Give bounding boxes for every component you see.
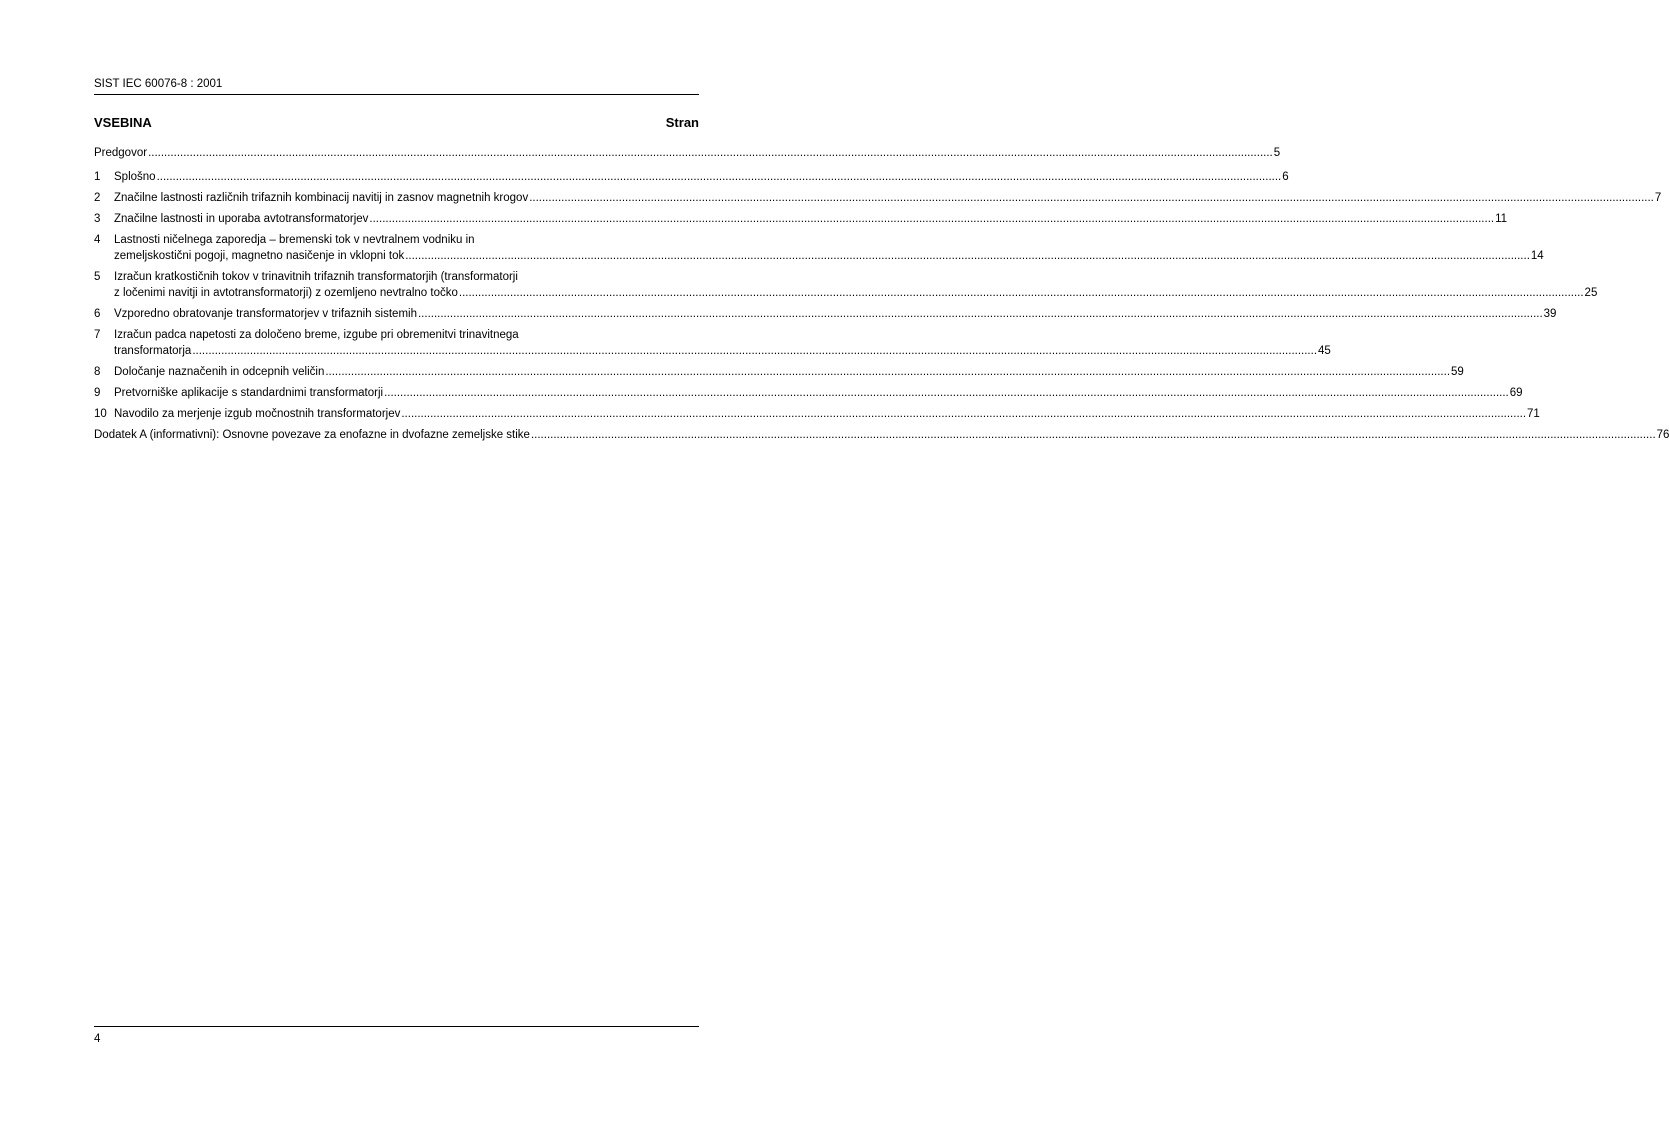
toc-entry-leader-line [114, 364, 1464, 380]
toc-entry-number: 4 [94, 234, 101, 246]
toc-dot-leader [157, 169, 1282, 185]
toc-entry-title: Določanje naznačenih in odcepnih veličin [114, 366, 325, 378]
toc-entry [94, 145, 1281, 161]
toc-dot-leader [531, 427, 1656, 443]
toc-entry [94, 327, 1331, 359]
toc-entry-title: Predgovor [94, 147, 148, 159]
toc-dot-leader [405, 248, 1530, 264]
toc-entry-body [114, 190, 1662, 206]
toc-entry-title: transformatorja [114, 345, 192, 357]
toc-entry [94, 306, 1557, 322]
toc-entry-number: 7 [94, 329, 101, 341]
toc-entry-leader-line [114, 190, 1662, 206]
toc-entry-page: 7 [1654, 192, 1662, 204]
toc-entry-leader-line [94, 145, 1281, 161]
toc-entry [94, 232, 1544, 264]
toc-entry-body [114, 169, 1289, 185]
toc-entry-body [114, 327, 1331, 359]
toc-entry-body [114, 211, 1508, 227]
toc-entry [94, 406, 1540, 422]
toc-entry-leader-line [94, 427, 1669, 443]
toc-entry [94, 211, 1508, 227]
toc-entry-page: 5 [1273, 147, 1281, 159]
toc-entry-title-line: Lastnosti ničelnega zaporedja – bremenski tok v nevtralnem vodniku in [114, 234, 475, 246]
toc-dot-leader [401, 406, 1526, 422]
toc-entry-title: Vzporedno obratovanje transformatorjev v trifaznih sistemih [114, 308, 417, 320]
toc-entry-title: Splošno [114, 171, 156, 183]
toc-entry-leader-line [114, 306, 1557, 322]
toc-entry-title-line: Izračun kratkostičnih tokov v trinavitnih trifaznih transformatorjih (transformatorji [114, 271, 518, 283]
toc-entry-leader-line [114, 211, 1508, 227]
page-number: 4 [94, 1033, 101, 1045]
toc-entry-leader-line [114, 385, 1523, 401]
toc-entry-page: 69 [1509, 387, 1523, 399]
toc-dot-leader [148, 145, 1273, 161]
toc-dot-leader [369, 211, 1494, 227]
toc-entry-title: z ločenimi navitji in avtotransformatorji) z ozemljeno nevtralno točko [114, 287, 458, 299]
toc-heading [94, 114, 699, 132]
toc-entry-number: 2 [94, 192, 101, 204]
toc-entry-title: Značilne lastnosti in uporaba avtotransformatorjev [114, 213, 369, 225]
page-footer [94, 1026, 699, 1047]
toc-entry-page: 45 [1318, 345, 1331, 357]
toc-entry-page: 25 [1584, 287, 1598, 299]
toc-entry-leader-line [114, 285, 1598, 301]
table-of-contents [94, 145, 1669, 448]
toc-entry-leader-line [114, 406, 1540, 422]
toc-entry-page: 39 [1543, 308, 1557, 320]
toc-entry-body [94, 145, 1281, 161]
toc-dot-leader [384, 385, 1509, 401]
toc-dot-leader [418, 306, 1543, 322]
document-id: SIST IEC 60076-8 : 2001 [94, 78, 223, 90]
toc-entry-title: Pretvorniške aplikacije s standardnimi transformatorji [114, 387, 384, 399]
toc-entry-page: 14 [1530, 250, 1544, 262]
toc-title: VSEBINA [94, 115, 152, 130]
toc-entry [94, 269, 1598, 301]
toc-dot-leader [529, 190, 1654, 206]
toc-entry-title: zemeljskostični pogoji, magnetno nasičenje in vklopni tok [114, 250, 405, 262]
toc-entry-title: Dodatek A (informativni): Osnovne povezave za enofazne in dvofazne zemeljske stike [94, 429, 530, 441]
toc-entry-number: 9 [94, 387, 101, 399]
toc-entry-page: 6 [1282, 171, 1289, 183]
toc-entry [94, 169, 1289, 185]
toc-entry-body [114, 232, 1544, 264]
toc-entry-number: 6 [94, 308, 101, 320]
toc-entry-body [114, 385, 1523, 401]
toc-entry-number: 5 [94, 271, 101, 283]
toc-entry-page: 59 [1451, 366, 1464, 378]
toc-entry-body [94, 427, 1669, 443]
toc-entry-body [114, 269, 1598, 301]
toc-entry-leader-line [114, 343, 1331, 359]
toc-dot-leader [192, 343, 1317, 359]
toc-entry-page: 11 [1495, 213, 1508, 225]
toc-entry-leader-line [114, 248, 1544, 264]
toc-dot-leader [325, 364, 1450, 380]
toc-entry-body [114, 406, 1540, 422]
toc-entry-title-line: Izračun padca napetosti za določeno breme, izgube pri obremenitvi trinavitnega [114, 329, 519, 341]
toc-entry-body [114, 364, 1464, 380]
toc-entry-body [114, 306, 1557, 322]
toc-entry [94, 190, 1662, 206]
toc-entry-number: 10 [94, 408, 107, 420]
toc-entry-number: 8 [94, 366, 101, 378]
toc-entry-page: 76 [1656, 429, 1669, 441]
toc-entry [94, 364, 1464, 380]
toc-entry-title: Značilne lastnosti različnih trifaznih kombinacij navitij in zasnov magnetnih krogov [114, 192, 529, 204]
toc-entry-number: 3 [94, 213, 101, 225]
toc-entry-page: 71 [1527, 408, 1540, 420]
toc-entry-leader-line [114, 169, 1289, 185]
toc-entry-number: 1 [94, 171, 101, 183]
toc-entry [94, 427, 1669, 443]
toc-page-label: Stran [665, 115, 699, 130]
document-header [94, 76, 699, 95]
toc-entry-title: Navodilo za merjenje izgub močnostnih transformatorjev [114, 408, 401, 420]
toc-entry [94, 385, 1523, 401]
toc-dot-leader [459, 285, 1584, 301]
